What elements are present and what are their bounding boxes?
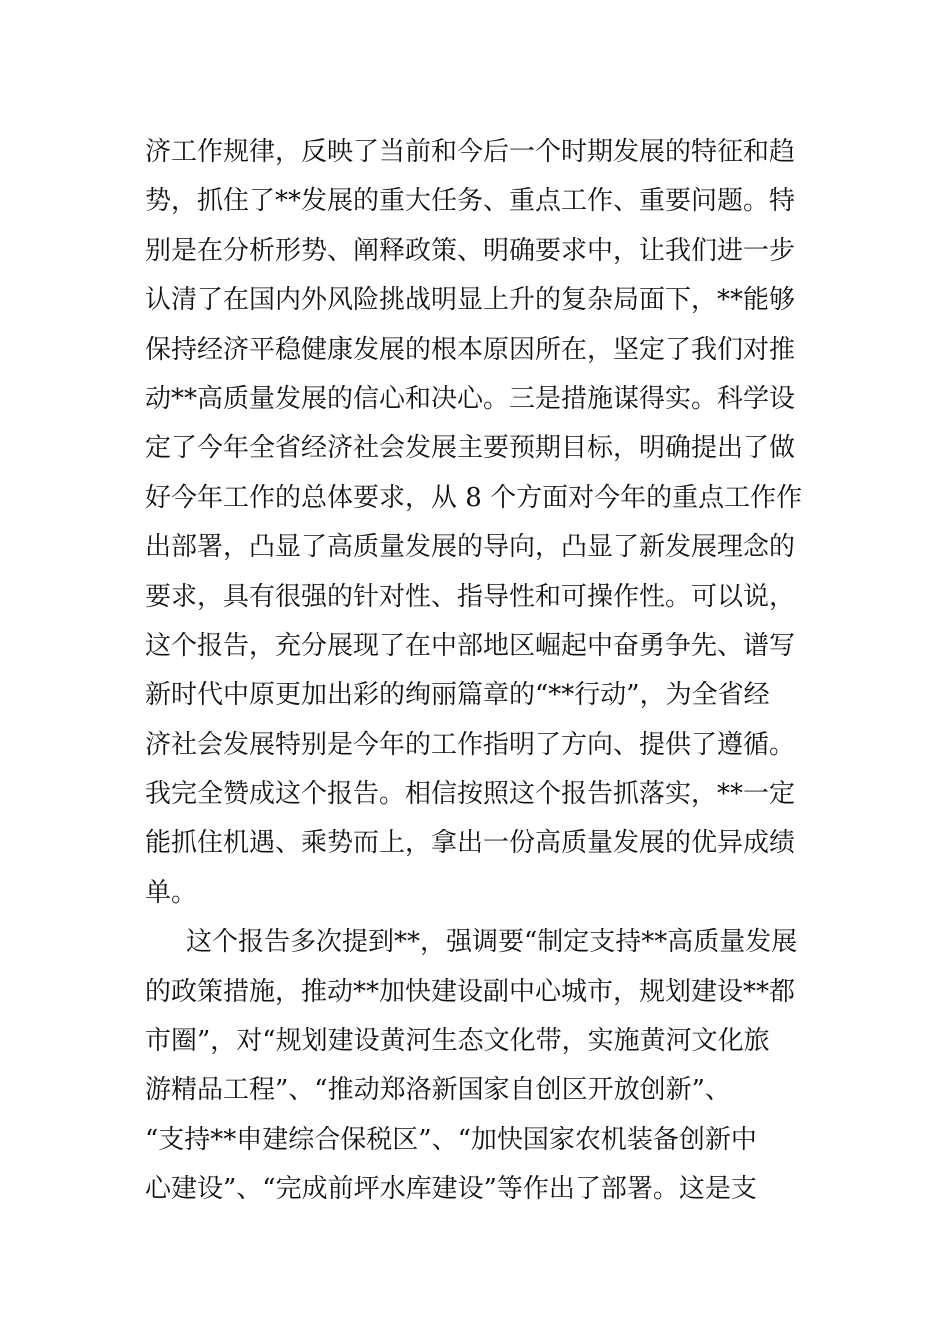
paragraph-2 xyxy=(145,918,815,1214)
text-line: 的政策措施，推动**加快建设副中心城市，规划建设**都 xyxy=(145,976,796,1007)
text-line: 出部署，凸显了高质量发展的导向，凸显了新发展理念的 xyxy=(145,532,796,563)
text-line: 市圈”，对“规划建设黄河生态文化带，实施黄河文化旅 xyxy=(145,1026,770,1057)
text-line: 要求，具有很强的针对性、指导性和可操作性。可以说， xyxy=(145,581,796,612)
text-line: 游精品工程”、“推动郑洛新国家自创区开放创新”、 xyxy=(145,1075,731,1106)
text-line: 认清了在国内外风险挑战明显上升的复杂局面下，**能够 xyxy=(145,285,796,316)
text-line: 新时代中原更加出彩的绚丽篇章的“**行动”，为全省经 xyxy=(145,680,770,711)
text-line: 势，抓住了**发展的重大任务、重点工作、重要问题。特 xyxy=(145,186,796,217)
text-line: 好今年工作的总体要求，从 8 个方面对今年的重点工作作 xyxy=(145,482,803,513)
document-body xyxy=(145,128,815,1215)
text-line: 济社会发展特别是今年的工作指明了方向、提供了遵循。 xyxy=(145,729,796,760)
text-line: 别是在分析形势、阐释政策、明确要求中，让我们进一步 xyxy=(145,235,796,266)
text-line: 这个报告，充分展现了在中部地区崛起中奋勇争先、谱写 xyxy=(145,630,796,661)
text-line: 心建设”、“完成前坪水库建设”等作出了部署。这是支 xyxy=(145,1174,757,1205)
text-line: 能抓住机遇、乘势而上，拿出一份高质量发展的优异成绩 xyxy=(145,828,796,859)
paragraph-1 xyxy=(145,128,815,918)
text-line: 动**高质量发展的信心和决心。三是措施谋得实。科学设 xyxy=(145,383,796,414)
text-line: 我完全赞成这个报告。相信按照这个报告抓落实，**一定 xyxy=(145,779,796,810)
text-line: 济工作规律，反映了当前和今后一个时期发展的特征和趋 xyxy=(145,137,796,167)
text-line: 这个报告多次提到**，强调要“制定支持**高质量发展 xyxy=(186,927,798,958)
text-line: “支持**申建综合保税区”、“加快国家农机装备创新中 xyxy=(145,1124,757,1155)
text-line: 保持经济平稳健康发展的根本原因所在，坚定了我们对推 xyxy=(145,334,796,365)
text-line: 定了今年全省经济社会发展主要预期目标，明确提出了做 xyxy=(145,433,796,464)
text-line: 单。 xyxy=(145,877,198,908)
